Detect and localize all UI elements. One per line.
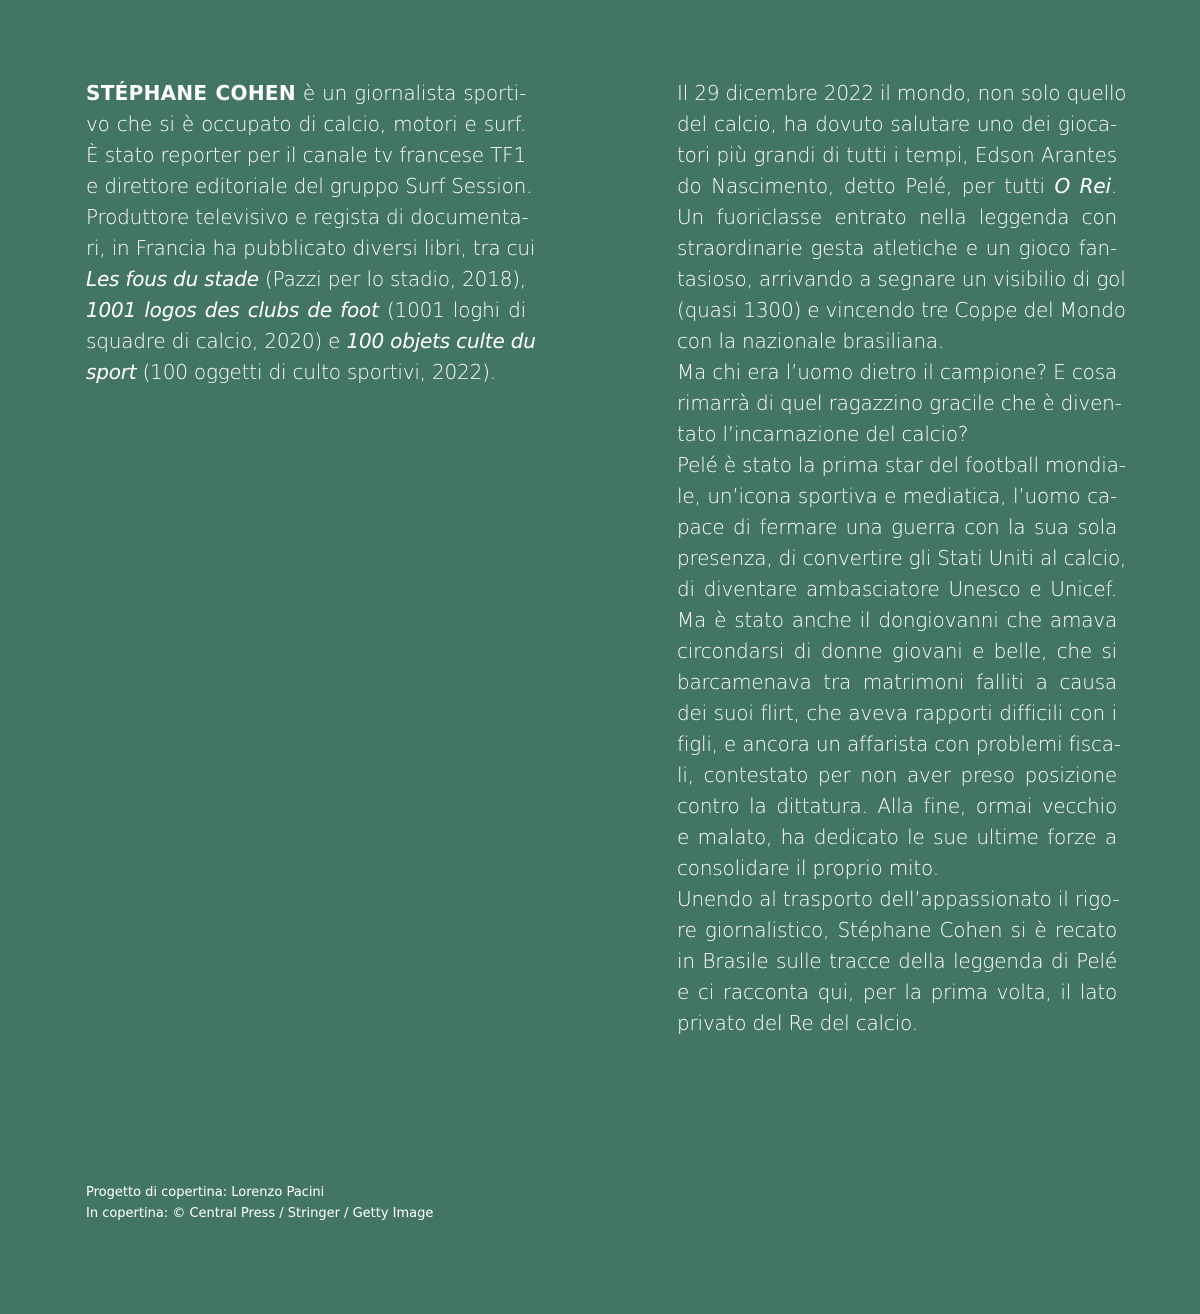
text-line [677, 543, 1127, 574]
text-run: del calcio, ha dovuto salutare uno dei gioca- [677, 112, 1117, 136]
text-run: squadre di calcio, 2020) e [86, 329, 347, 353]
text-line [677, 636, 1117, 667]
text-line [677, 915, 1117, 946]
cover-photo-credit: In copertina: © Central Press / Stringer / Getty Image [86, 1206, 434, 1221]
text-line [677, 171, 1117, 202]
text-line [677, 853, 1117, 884]
text-run: Ma è stato anche il dongiovanni che amava [677, 608, 1117, 632]
text-line [86, 326, 536, 357]
text-line [677, 388, 1122, 419]
text-run: Ma chi era l’uomo dietro il campione? E cosa [677, 360, 1117, 384]
text-run: vo che si è occupato di calcio, motori e surf. [86, 112, 526, 136]
text-line [677, 357, 1117, 388]
text-run: privato del Re del calcio. [677, 1011, 918, 1035]
text-run: e direttore editoriale del gruppo Surf Session. [86, 174, 533, 198]
text-run: tori più grandi di tutti i tempi, Edson Arantes [677, 143, 1117, 167]
text-run: Il 29 dicembre 2022 il mondo, non solo quello [677, 81, 1127, 105]
italic-title: 100 objets culte du [346, 329, 536, 353]
text-run: con la nazionale brasiliana. [677, 329, 945, 353]
italic-title: Les fous du stade [86, 267, 259, 291]
text-run: presenza, di convertire gli Stati Uniti al calcio, [677, 546, 1127, 570]
text-run: è un giornalista sporti- [295, 81, 526, 105]
text-run: contro la dittatura. Alla fine, ormai vecchio [677, 794, 1117, 818]
text-line [677, 698, 1117, 729]
text-run: È stato reporter per il canale tv francese TF1 [86, 143, 526, 167]
text-run: (1001 loghi di [378, 298, 526, 322]
text-line [677, 140, 1117, 171]
text-run: di diventare ambasciatore Unesco e Unicef. [677, 577, 1117, 601]
text-run: Un fuoriclasse entrato nella leggenda con [677, 205, 1117, 229]
text-run: circondarsi di donne giovani e belle, che si [677, 639, 1117, 663]
text-run: figli, e ancora un affarista con problemi fisca- [677, 732, 1121, 756]
text-run: barcamenava tra matrimoni falliti a causa [677, 670, 1117, 694]
author-name: STÉPHANE COHEN [86, 81, 296, 105]
text-run: e malato, ha dedicato le sue ultime forze a [677, 825, 1117, 849]
text-line [86, 78, 526, 109]
text-line [677, 760, 1117, 791]
text-run: Produttore televisivo e regista di documenta- [86, 205, 529, 229]
text-line [677, 574, 1117, 605]
text-run: re giornalistico, Stéphane Cohen si è recato [677, 918, 1117, 942]
text-line [677, 78, 1127, 109]
text-line [86, 295, 526, 326]
text-line [86, 202, 529, 233]
text-run: (Pazzi per lo stadio, 2018), [258, 267, 527, 291]
text-line [677, 450, 1126, 481]
text-line [677, 605, 1117, 636]
text-run: in Brasile sulle tracce della leggenda di Pelé [677, 949, 1117, 973]
text-line [677, 1008, 1117, 1039]
text-run: (100 oggetti di culto sportivi, 2022). [136, 360, 496, 384]
text-run: rimarrà di quel ragazzino gracile che è diven- [677, 391, 1122, 415]
text-run: li, contestato per non aver preso posizione [677, 763, 1117, 787]
cover-design-credit: Progetto di copertina: Lorenzo Pacini [86, 1185, 325, 1200]
text-line [86, 171, 533, 202]
text-line [677, 419, 1117, 450]
text-run: Pelé è stato la prima star del football mondia- [677, 453, 1126, 477]
book-synopsis [677, 78, 1127, 1039]
text-run: (quasi 1300) e vincendo tre Coppe del Mondo [677, 298, 1126, 322]
author-bio [86, 78, 536, 388]
text-line [86, 233, 536, 264]
text-line [86, 264, 526, 295]
italic-title: O Rei [1054, 174, 1111, 198]
text-line [677, 202, 1117, 233]
text-run: pace di fermare una guerra con la sua sola [677, 515, 1117, 539]
text-line [677, 109, 1117, 140]
italic-title: 1001 logos des clubs de foot [86, 298, 379, 322]
text-run: dei suoi flirt, che aveva rapporti difficili con i [677, 701, 1117, 725]
text-line [677, 791, 1117, 822]
text-run: tasioso, arrivando a segnare un visibilio di gol [677, 267, 1126, 291]
text-line [86, 109, 526, 140]
text-line [677, 295, 1126, 326]
text-line [677, 326, 1117, 357]
text-run: ri, in Francia ha pubblicato diversi libri, tra cui [86, 236, 536, 260]
italic-title: sport [86, 360, 137, 384]
text-line [677, 884, 1120, 915]
text-run: straordinarie gesta atletiche e un gioco fan- [677, 236, 1117, 260]
text-line [677, 667, 1117, 698]
credits [86, 1182, 433, 1224]
text-line [677, 822, 1117, 853]
text-line [677, 729, 1121, 760]
text-run: tato l’incarnazione del calcio? [677, 422, 969, 446]
text-run: . [1110, 174, 1117, 198]
text-run: Unendo al trasporto dell’appassionato il rigo- [677, 887, 1120, 911]
text-run: do Nascimento, detto Pelé, per tutti [677, 174, 1055, 198]
text-line [677, 512, 1117, 543]
text-run: e ci racconta qui, per la prima volta, il lato [677, 980, 1117, 1004]
text-line [677, 946, 1117, 977]
text-run: consolidare il proprio mito. [677, 856, 939, 880]
text-line [677, 481, 1117, 512]
text-line [677, 264, 1126, 295]
text-line [86, 140, 526, 171]
text-line [677, 977, 1117, 1008]
text-line [86, 357, 526, 388]
text-run: le, un’icona sportiva e mediatica, l’uomo ca- [677, 484, 1117, 508]
text-line [677, 233, 1117, 264]
